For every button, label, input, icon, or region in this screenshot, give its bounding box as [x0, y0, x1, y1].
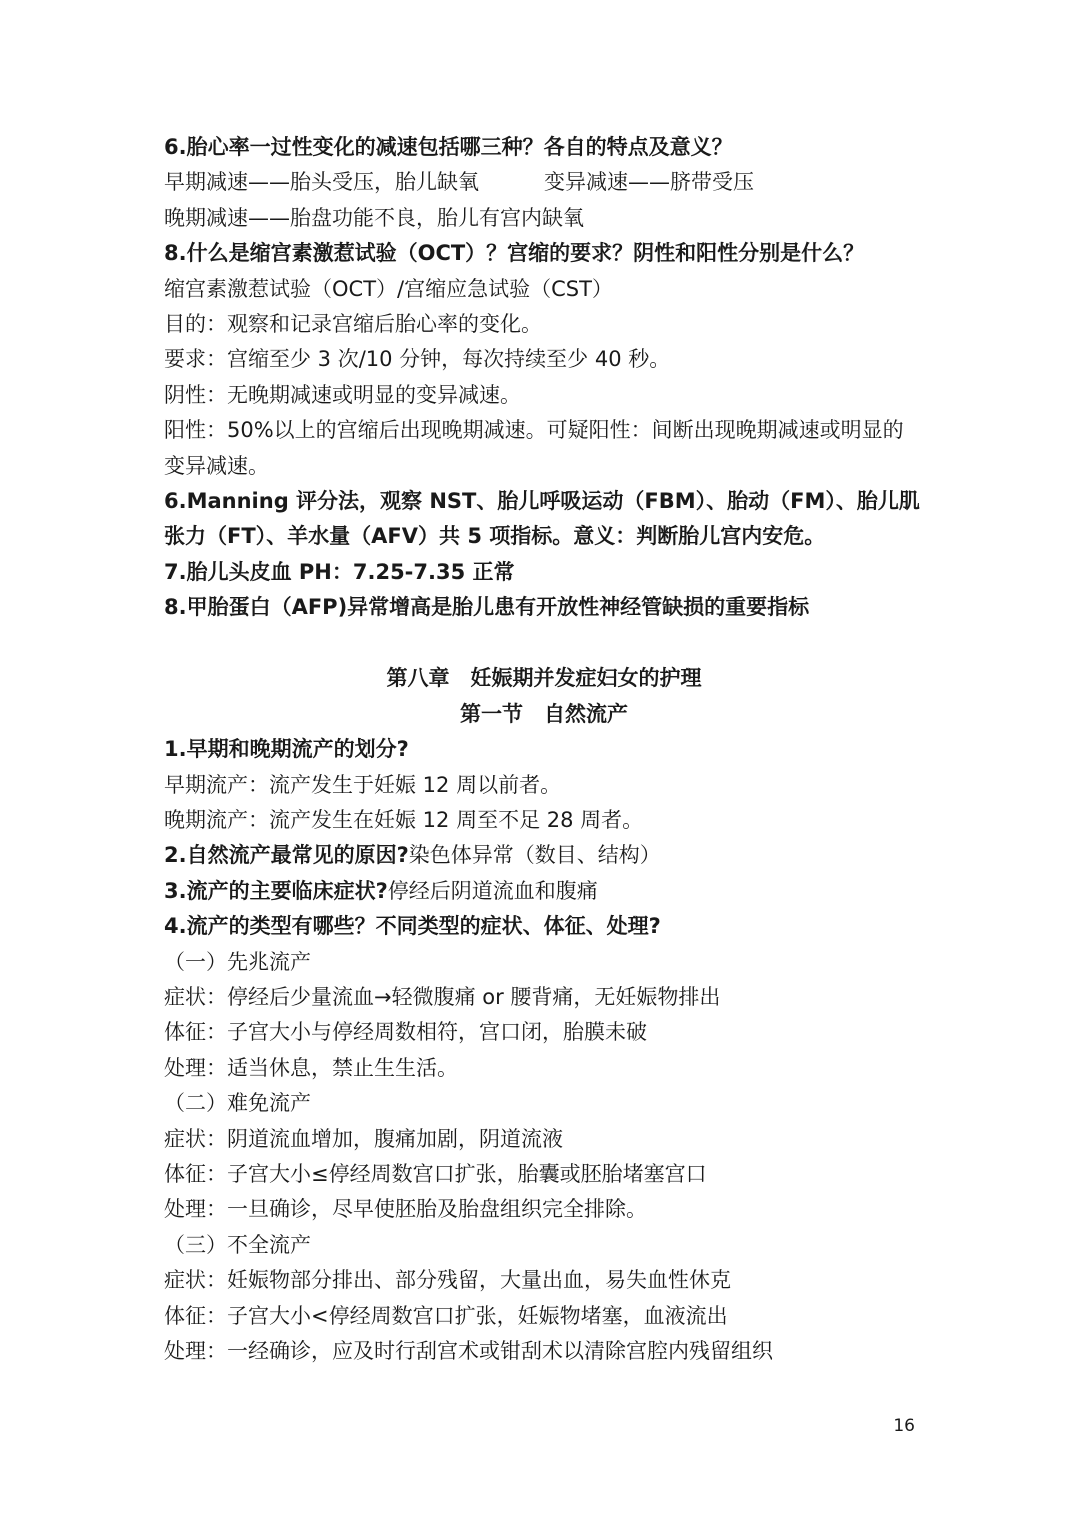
document-body [164, 130, 924, 1369]
question-heading: 6.胎心率一过性变化的减速包括哪三种？各自的特点及意义？ [164, 135, 733, 159]
text-line: 症状：停经后少量流血→轻微腹痛 or 腰背痛，无妊娠物排出 [164, 984, 721, 1009]
question-heading: 3.流产的主要临床症状? [164, 878, 388, 903]
early-deceleration-text: 早期减速——胎头受压，胎儿缺氧 [164, 170, 479, 195]
subsection-title: （二）难免流产 [164, 1091, 311, 1116]
text-line [164, 874, 924, 909]
section-title: 第一节 自然流产 [460, 701, 628, 726]
bold-point: 6.Manning 评分法，观察 NST、胎儿呼吸运动（FBM）、胎动（FM）、胎儿肌 [164, 488, 920, 513]
text-line: 要求：宫缩至少 3 次/10 分钟，每次持续至少 40 秒。 [164, 347, 671, 372]
chapter-title: 第八章 妊娠期并发症妇女的护理 [386, 666, 702, 691]
text-line: 体征：子宫大小<停经周数宫口扩张，妊娠物堵塞，血液流出 [164, 1303, 728, 1328]
text-line: 变异减速。 [164, 453, 269, 478]
text-line: 处理：一旦确诊，尽早使胚胎及胎盘组织完全排除。 [164, 1197, 647, 1222]
bold-point: 张力（FT）、羊水量（AFV）共 5 项指标。意义：判断胎儿宫内安危。 [164, 524, 826, 549]
text-line: 体征：子宫大小≤停经周数宫口扩张，胎囊或胚胎堵塞宫口 [164, 1161, 707, 1186]
answer-text: 染色体异常（数目、结构） [408, 843, 661, 868]
text-line: 早期流产：流产发生于妊娠 12 周以前者。 [164, 772, 562, 797]
bold-point: 7.胎儿头皮血 PH：7.25-7.35 正常 [164, 559, 515, 584]
question-heading: 2.自然流产最常见的原因? [164, 843, 409, 868]
page-number: 16 [893, 1416, 915, 1436]
subsection-title: （三）不全流产 [164, 1232, 311, 1257]
subsection-title: （一）先兆流产 [164, 949, 311, 974]
text-line: 体征：子宫大小与停经周数相符，宫口闭，胎膜未破 [164, 1020, 647, 1045]
question-heading: 4.流产的类型有哪些？不同类型的症状、体征、处理? [164, 914, 661, 939]
text-line: 症状：阴道流血增加，腹痛加剧，阴道流液 [164, 1126, 563, 1151]
bold-point: 8.甲胎蛋白（AFP)异常增高是胎儿患有开放性神经管缺损的重要指标 [164, 595, 810, 620]
text-line: 目的：观察和记录宫缩后胎心率的变化。 [164, 311, 542, 336]
variable-deceleration-text: 变异减速——脐带受压 [544, 170, 754, 195]
answer-text: 停经后阴道流血和腹痛 [387, 878, 598, 903]
text-line [164, 838, 924, 873]
question-heading: 1.早期和晚期流产的划分? [164, 737, 409, 762]
text-line: 阳性：50%以上的宫缩后出现晚期减速。可疑阳性：间断出现晚期减速或明显的 [164, 418, 904, 443]
text-line: 晚期减速——胎盘功能不良，胎儿有宫内缺氧 [164, 205, 584, 230]
text-line: 晚期流产：流产发生在妊娠 12 周至不足 28 周者。 [164, 808, 644, 833]
text-line: 处理：一经确诊，应及时行刮宫术或钳刮术以清除宫腔内残留组织 [164, 1338, 773, 1363]
spacer [164, 625, 924, 661]
text-line: 症状：妊娠物部分排出、部分残留，大量出血，易失血性休克 [164, 1268, 731, 1293]
text-line: 阴性：无晚期减速或明显的变异减速。 [164, 382, 521, 407]
text-line: 缩宫素激惹试验（OCT）/宫缩应急试验（CST） [164, 276, 613, 301]
text-line: 处理：适当休息，禁止生生活。 [164, 1055, 458, 1080]
question-heading: 8.什么是缩宫素激惹试验（OCT）？宫缩的要求？阴性和阳性分别是什么？ [164, 241, 865, 266]
text-line [164, 165, 924, 200]
